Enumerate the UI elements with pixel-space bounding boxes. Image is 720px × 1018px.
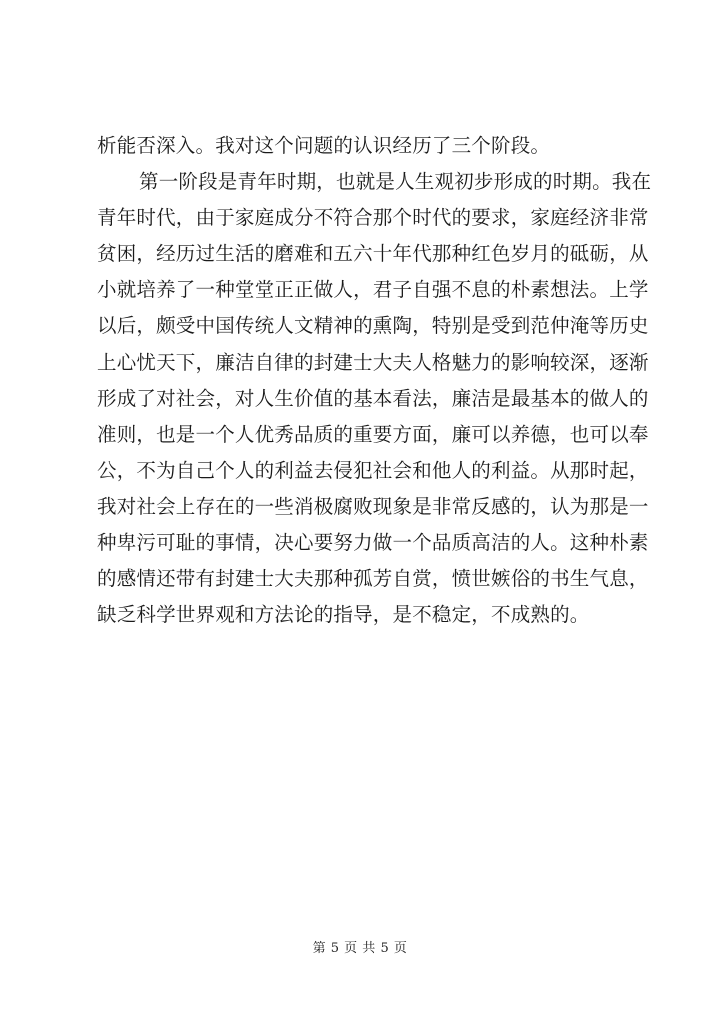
paragraph-line: 青年时代，由于家庭成分不符合那个时代的要求，家庭经济非常	[97, 206, 649, 230]
paragraph-line: 贫困，经历过生活的磨难和五六十年代那种红色岁月的砥砺，从	[97, 242, 649, 266]
paragraph-line: 上心忧天下，廉洁自律的封建士大夫人格魅力的影响较深，逐渐	[97, 350, 649, 374]
paragraph-line: 准则，也是一个人优秀品质的重要方面，廉可以养德，也可以奉	[97, 422, 649, 446]
paragraph-line: 形成了对社会，对人生价值的基本看法，廉洁是最基本的做人的	[97, 386, 649, 410]
paragraph-line: 缺乏科学世界观和方法论的指导，是不稳定，不成熟的。	[97, 603, 590, 627]
paragraph-line: 第一阶段是青年时期，也就是人生观初步形成的时期。我在	[139, 170, 652, 194]
paragraph-line: 的感情还带有封建士大夫那种孤芳自赏，愤世嫉俗的书生气息，	[97, 567, 649, 591]
paragraph-line: 种卑污可耻的事情，决心要努力做一个品质高洁的人。这种朴素	[97, 531, 649, 555]
paragraph-line: 小就培养了一种堂堂正正做人，君子自强不息的朴素想法。上学	[97, 278, 649, 302]
page-number-footer: 第 5 页 共 5 页	[312, 941, 408, 956]
paragraph-line: 我对社会上存在的一些消极腐败现象是非常反感的，认为那是一	[97, 494, 649, 518]
paragraph-line: 析能否深入。我对这个问题的认识经历了三个阶段。	[97, 134, 551, 157]
paragraph-line: 以后，颇受中国传统人文精神的熏陶，特别是受到范仲淹等历史	[97, 314, 649, 338]
paragraph-line: 公，不为自己个人的利益去侵犯社会和他人的利益。从那时起，	[97, 458, 649, 482]
body-text	[97, 128, 652, 633]
